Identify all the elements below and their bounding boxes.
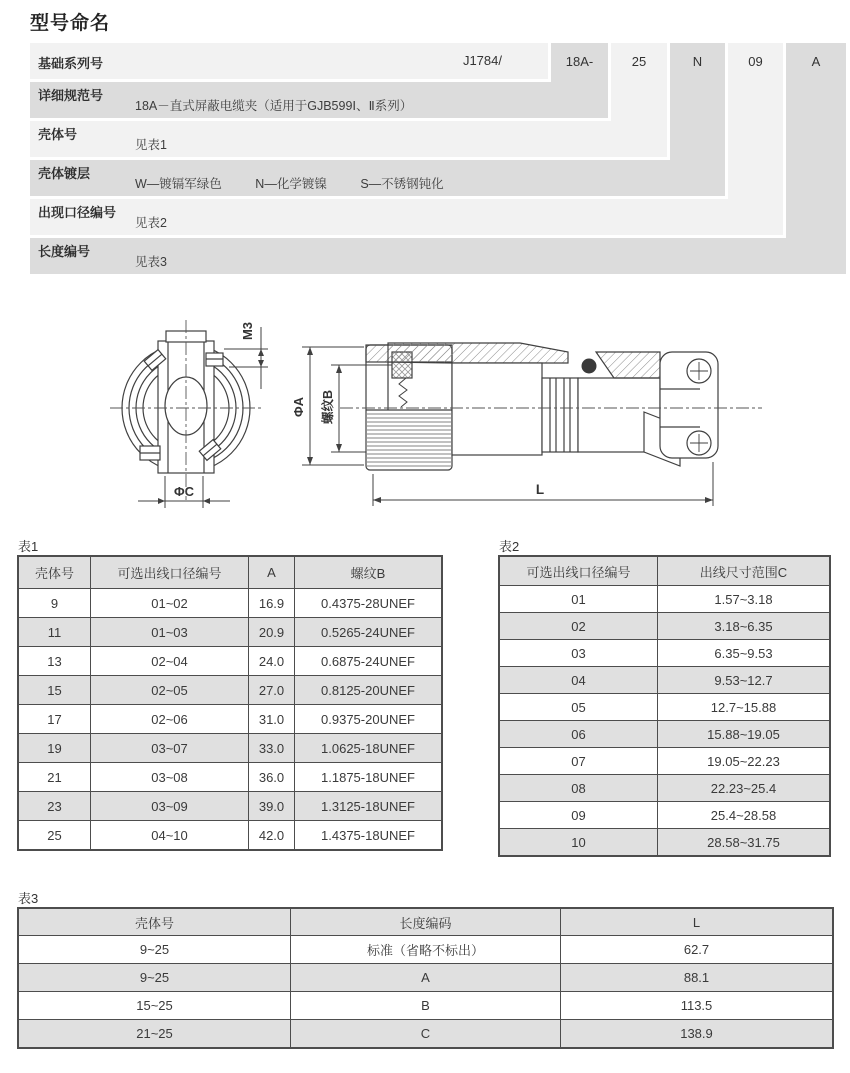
plating-option: N—化学镀镍 [255,177,327,191]
row-value: 18A－直式屏蔽电缆夹（适用于GJB599Ⅰ、Ⅱ系列） [135,99,413,113]
table-cell: 9 [18,589,91,618]
table-cell: 31.0 [249,705,295,734]
table-cell: 09 [499,802,658,829]
table-row [18,1020,833,1049]
table-cell: 9~25 [18,936,291,964]
row-value: 见表3 [135,255,167,269]
table-cell: 15.88~19.05 [658,721,831,748]
table-cell: 62.7 [561,936,834,964]
table-cell: 9.53~12.7 [658,667,831,694]
code-text: 18A- [565,54,594,69]
header-row [18,556,442,589]
row-label: 壳体镀层 [38,166,91,181]
table-row [18,792,442,821]
column-header: 壳体号 [18,908,291,936]
code-text: 09 [748,54,763,69]
table-cell: 25 [18,821,91,851]
naming-row-length [30,238,846,274]
table-row [499,640,830,667]
header-row [499,556,830,586]
table-cell: 04 [499,667,658,694]
plating-option: W—镀镉军绿色 [135,177,222,191]
table-row [499,775,830,802]
code-segment-length [786,43,846,239]
shell-table [17,555,443,851]
table-cell: 07 [499,748,658,775]
table-cell: 19 [18,734,91,763]
table-cell: 36.0 [249,763,295,792]
length-table [17,907,834,1049]
table-cell: 42.0 [249,821,295,851]
dim-label-phi-a: ΦA [291,396,306,418]
table-cell: 01 [499,586,658,613]
row-label: 出现口径编号 [38,205,117,220]
table-row [499,667,830,694]
row-label: 长度编号 [38,244,91,259]
table-cell: 02~06 [91,705,249,734]
table-row [499,748,830,775]
table-cell: 01~02 [91,589,249,618]
table-row [18,964,833,992]
column-header: 出线尺寸范围C [658,556,831,586]
dim-label-phi-c: ΦC [173,484,195,499]
table-cell: 05 [499,694,658,721]
table-cell: 138.9 [561,1020,834,1049]
table-cell: 27.0 [249,676,295,705]
table2-block [498,536,826,857]
row-label: 基础系列号 [38,56,104,71]
table-cell: 17 [18,705,91,734]
table-cell: 10 [499,829,658,857]
table-row [18,763,442,792]
table2-caption: 表2 [499,539,520,554]
table-cell: 04~10 [91,821,249,851]
column-header: 可选出线口径编号 [499,556,658,586]
row-value [135,174,444,192]
table-cell: 21 [18,763,91,792]
table-cell: 21~25 [18,1020,291,1049]
table-cell: 03 [499,640,658,667]
table-cell: 15~25 [18,992,291,1020]
table-cell: 28.58~31.75 [658,829,831,857]
column-header: 壳体号 [18,556,91,589]
row-label: 壳体号 [38,127,78,142]
header-row [18,908,833,936]
column-header: 螺纹B [295,556,443,589]
table-cell: 33.0 [249,734,295,763]
table-cell: 0.6875-24UNEF [295,647,443,676]
technical-drawing [0,295,850,535]
table-cell: 13 [18,647,91,676]
table-row [499,694,830,721]
dim-label-length: L [535,482,545,497]
column-header: 可选出线口径编号 [91,556,249,589]
table-cell: 01~03 [91,618,249,647]
table-cell: 22.23~25.4 [658,775,831,802]
table-row [18,821,442,851]
naming-row-base-series [30,43,548,79]
table-cell: C [291,1020,561,1049]
table-row [18,676,442,705]
base-series-code: J1784/ [462,53,502,68]
plating-option: S—不锈钢钝化 [360,177,444,191]
side-view-drawing [366,343,718,470]
outlet-size-table [498,555,831,857]
table-cell: 03~07 [91,734,249,763]
code-text: N [692,54,703,69]
table-cell: 0.9375-20UNEF [295,705,443,734]
table-row [18,992,833,1020]
table-cell: 02 [499,613,658,640]
table-cell: 0.4375-28UNEF [295,589,443,618]
table1-caption: 表1 [18,539,39,554]
code-segment-spec [551,43,608,83]
code-segment-outlet [728,43,783,200]
table-row [18,936,833,964]
table-row [18,589,442,618]
table-cell: 20.9 [249,618,295,647]
table-cell: 88.1 [561,964,834,992]
table-cell: 24.0 [249,647,295,676]
table-cell: A [291,964,561,992]
table-row [499,802,830,829]
table-cell: 23 [18,792,91,821]
table-row [18,647,442,676]
table-cell: B [291,992,561,1020]
table-cell: 1.4375-18UNEF [295,821,443,851]
table-cell: 标准（省略不标出） [291,936,561,964]
table-cell: 15 [18,676,91,705]
table-cell: 16.9 [249,589,295,618]
table-cell: 02~04 [91,647,249,676]
naming-row-outlet-size [30,199,783,235]
naming-row-spec [30,82,608,118]
column-header: 长度编码 [291,908,561,936]
dim-label-thread-b: 螺纹B [321,389,335,425]
table-cell: 1.1875-18UNEF [295,763,443,792]
row-label: 详细规范号 [38,88,104,103]
table3-caption: 表3 [18,891,39,906]
table-cell: 0.5265-24UNEF [295,618,443,647]
table-cell: 25.4~28.58 [658,802,831,829]
code-text: A [811,54,821,69]
table-row [18,705,442,734]
table-cell: 11 [18,618,91,647]
table-cell: 1.3125-18UNEF [295,792,443,821]
table-cell: 02~05 [91,676,249,705]
row-value: 见表1 [135,138,167,152]
table-cell: 113.5 [561,992,834,1020]
table1-block [17,536,436,851]
table-cell: 12.7~15.88 [658,694,831,721]
table-cell: 3.18~6.35 [658,613,831,640]
dim-label-m3: M3 [240,321,255,341]
naming-row-plating [30,160,725,196]
table-row [499,829,830,857]
table-row [18,618,442,647]
table-row [499,613,830,640]
table-cell: 9~25 [18,964,291,992]
table-cell: 06 [499,721,658,748]
column-header: L [561,908,834,936]
table-cell: 1.0625-18UNEF [295,734,443,763]
table-cell: 0.8125-20UNEF [295,676,443,705]
table-row [499,721,830,748]
code-text: 25 [631,54,647,69]
naming-row-shell-number [30,121,667,157]
column-header: A [249,556,295,589]
row-value: 见表2 [135,216,167,230]
table-cell: 6.35~9.53 [658,640,831,667]
code-segment-shell [611,43,667,122]
table-row [499,586,830,613]
table-cell: 03~08 [91,763,249,792]
table-cell: 1.57~3.18 [658,586,831,613]
page-title: 型号命名 [30,13,111,34]
table-cell: 39.0 [249,792,295,821]
table-cell: 19.05~22.23 [658,748,831,775]
table-cell: 03~09 [91,792,249,821]
code-segment-plating [670,43,725,161]
table3-block [17,888,828,1049]
table-row [18,734,442,763]
table-cell: 08 [499,775,658,802]
